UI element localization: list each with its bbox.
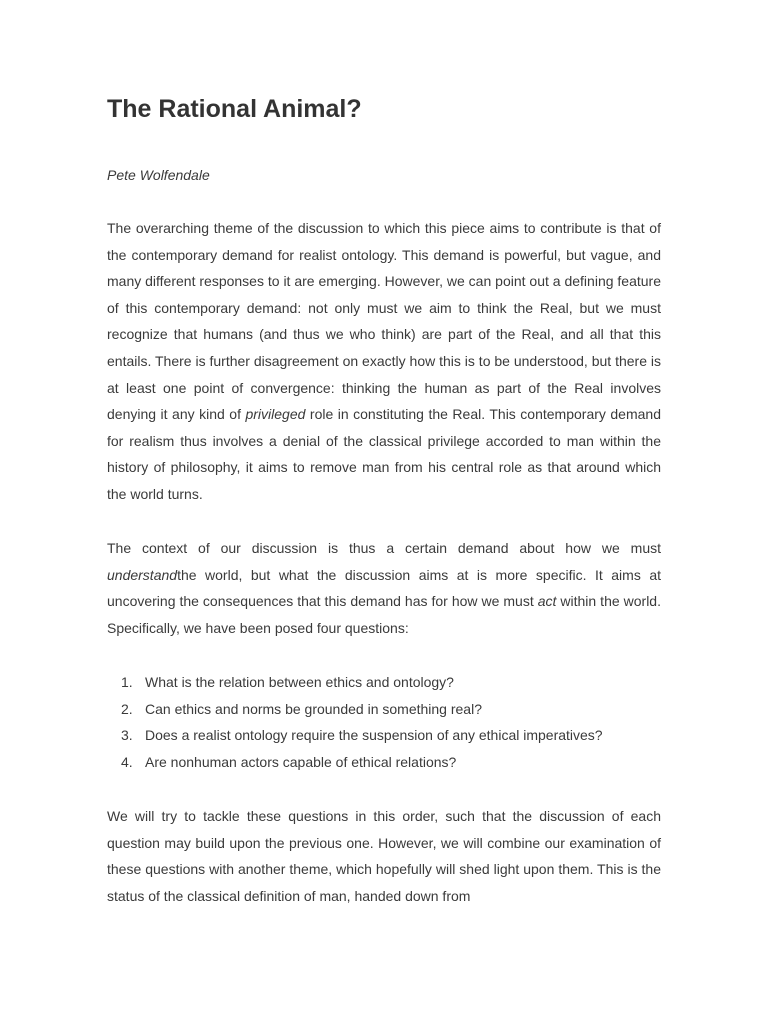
paragraph-3: We will try to tackle these questions in this order, such that the discussion of each question may build upon the previous one. However, we will combine our examination of these questions with another theme, which hopefully will shed light upon them. This is the status of the classical definition of man, handed down from <box>107 808 661 904</box>
document-title: The Rational Animal? <box>107 95 362 123</box>
list-item <box>107 722 661 749</box>
document-page <box>107 92 661 904</box>
list-item-text: Does a realist ontology require the suspension of any ethical imperatives? <box>145 727 603 744</box>
paragraph-1 <box>107 215 661 508</box>
list-item-number: 3. <box>121 727 133 744</box>
paragraph-2-text-b: the world, but what the discussion aims at is more specific. It aims at uncovering the consequences that this demand has for how we must <box>107 566 661 610</box>
list-item-text: What is the relation between ethics and ontology? <box>145 674 454 690</box>
author-name: Pete Wolfendale <box>107 167 210 183</box>
list-item-number: 1. <box>121 674 133 690</box>
paragraph-1-text-a: The overarching theme of the discussion to which this piece aims to contribute is that of the contemporary demand for realist ontology. This demand is powerful, but vague, and many different responses to it are emerging. However, we can point out a defining feature of this contemporary demand: not only must we aim to think the Real, but we must recognize that humans (and thus we who think) are part of the Real, and all that this entails. There is further disagreement on exactly how this is to be understood, but there is at least one point of convergence: thinking the human as part of the Real involves denying it any kind of <box>107 220 661 423</box>
list-item <box>107 749 661 776</box>
list-item-number: 2. <box>121 700 133 717</box>
paragraph-2 <box>107 535 661 641</box>
paragraph-2-emphasis-act: act <box>537 593 557 610</box>
paragraph-2-text-a: The context of our discussion is thus a certain demand about how we must <box>107 540 661 556</box>
list-item-number: 4. <box>121 753 133 770</box>
list-item-text: Are nonhuman actors capable of ethical relations? <box>145 753 457 770</box>
paragraph-1-text-b: role in constituting the Real. This contemporary demand for realism thus involves a denial of the classical privilege accorded to man within the history of philosophy, it aims to remove man from his central role as that around which the world turns. <box>107 406 661 502</box>
paragraph-1-emphasis: privileged <box>245 406 306 423</box>
questions-list <box>107 669 661 775</box>
paragraph-2-emphasis-understand: understand <box>107 566 178 583</box>
list-item <box>107 696 661 723</box>
list-item <box>107 669 661 696</box>
list-item-text: Can ethics and norms be grounded in something real? <box>145 700 482 717</box>
paragraph-2-text-c: within the world. Specifically, we have been posed four questions: <box>107 593 661 636</box>
